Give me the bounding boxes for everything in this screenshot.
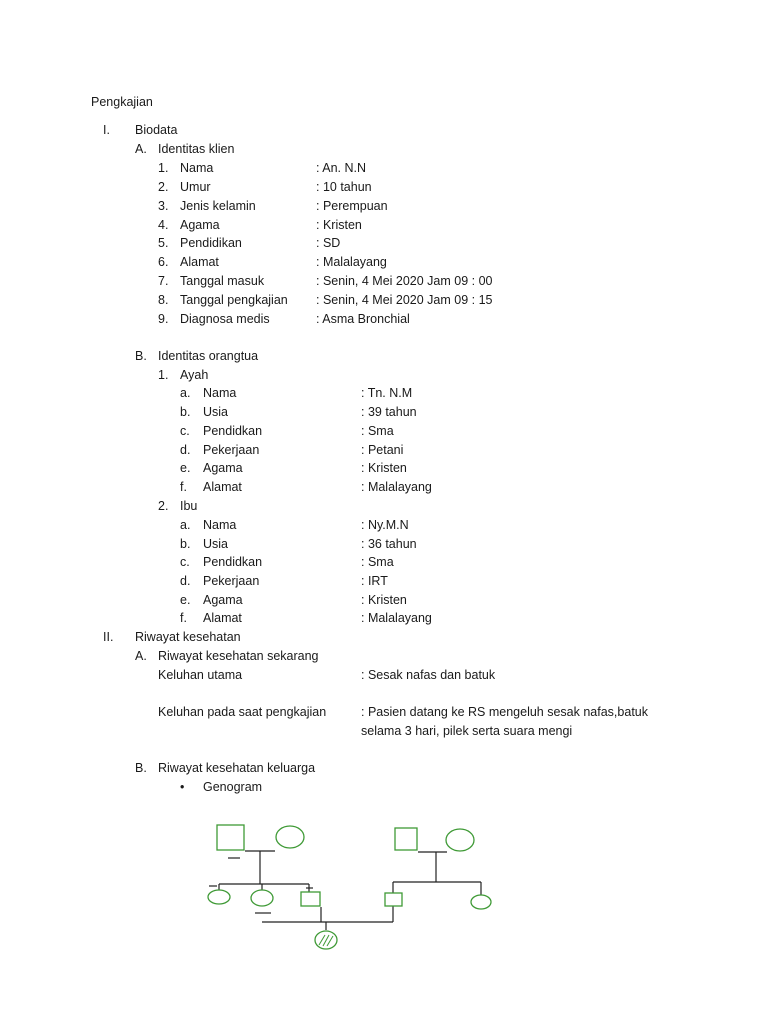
- row-label: Pekerjaan: [203, 574, 260, 588]
- row-value: : Sma: [361, 555, 394, 569]
- row-value: : IRT: [361, 574, 388, 588]
- genogram-label: Genogram: [203, 780, 263, 794]
- maternal-aunt-symbol: [471, 895, 491, 909]
- row-letter: f.: [180, 480, 187, 494]
- row-label: Pendidkan: [203, 424, 263, 438]
- maternal-grandmother-symbol: [446, 829, 474, 851]
- row-label: Agama: [203, 461, 243, 475]
- row-label: Pendidkan: [203, 555, 263, 569]
- row-label: Alamat: [203, 611, 242, 625]
- row-label: Agama: [180, 218, 220, 232]
- row-value: : Senin, 4 Mei 2020 Jam 09 : 00: [316, 274, 493, 288]
- keluhan-pengkajian-label: Keluhan pada saat pengkajian: [158, 705, 327, 719]
- row-label: Nama: [203, 518, 237, 532]
- row-letter: b.: [180, 537, 191, 551]
- row-value: : 36 tahun: [361, 537, 417, 551]
- ayah-number: 1.: [158, 368, 169, 382]
- row-label: Tanggal masuk: [180, 274, 265, 288]
- row-value: : An. N.N: [316, 161, 367, 175]
- keluhan-utama-label: Keluhan utama: [158, 668, 243, 682]
- row-number: 9.: [158, 312, 169, 326]
- row-letter: a.: [180, 386, 191, 400]
- ayah-heading: Ayah: [180, 368, 209, 382]
- row-letter: f.: [180, 611, 187, 625]
- section-1-number: I.: [103, 123, 110, 137]
- row-label: Pendidikan: [180, 236, 242, 250]
- row-label: Usia: [203, 537, 229, 551]
- row-label: Jenis kelamin: [180, 199, 256, 213]
- riwayat-keluarga-letter: B.: [135, 761, 147, 775]
- riwayat-keluarga-heading: Riwayat kesehatan keluarga: [158, 761, 316, 775]
- subsection-b-letter: B.: [135, 349, 147, 363]
- section-2-number: II.: [103, 630, 114, 644]
- row-number: 8.: [158, 293, 169, 307]
- riwayat-sekarang-heading: Riwayat kesehatan sekarang: [158, 649, 319, 663]
- row-label: Umur: [180, 180, 211, 194]
- row-value: : 10 tahun: [316, 180, 372, 194]
- section-1-heading: Biodata: [135, 123, 178, 137]
- row-label: Usia: [203, 405, 229, 419]
- ibu-heading: Ibu: [180, 499, 198, 513]
- row-value: : Kristen: [361, 593, 407, 607]
- row-value: : Malalayang: [361, 480, 432, 494]
- row-label: Alamat: [203, 480, 242, 494]
- section-2-heading: Riwayat kesehatan: [135, 630, 241, 644]
- father-symbol: [301, 892, 320, 906]
- row-number: 5.: [158, 236, 169, 250]
- row-letter: c.: [180, 424, 190, 438]
- ibu-number: 2.: [158, 499, 169, 513]
- paternal-grandmother-symbol: [276, 826, 304, 848]
- row-letter: e.: [180, 461, 191, 475]
- paternal-aunt-symbol: [208, 890, 230, 904]
- row-number: 1.: [158, 161, 169, 175]
- row-value: : Petani: [361, 443, 404, 457]
- row-label: Pekerjaan: [203, 443, 260, 457]
- row-value: : Malalayang: [316, 255, 387, 269]
- row-label: Agama: [203, 593, 243, 607]
- row-value: : Ny.M.N: [361, 518, 409, 532]
- row-number: 3.: [158, 199, 169, 213]
- subsection-b-heading: Identitas orangtua: [158, 349, 259, 363]
- row-number: 2.: [158, 180, 169, 194]
- keluhan-pengkajian-value-line1: : Pasien datang ke RS mengeluh sesak nafas,batuk: [361, 705, 648, 719]
- riwayat-sekarang-letter: A.: [135, 649, 147, 663]
- page-title: Pengkajian: [91, 95, 153, 109]
- row-label: Diagnosa medis: [180, 312, 270, 326]
- row-number: 6.: [158, 255, 169, 269]
- keluhan-pengkajian-value-line2: selama 3 hari, pilek serta suara mengi: [361, 724, 573, 738]
- row-label: Nama: [180, 161, 214, 175]
- row-label: Alamat: [180, 255, 219, 269]
- row-value: : Asma Bronchial: [316, 312, 410, 326]
- row-label: Nama: [203, 386, 237, 400]
- row-label: Tanggal pengkajian: [180, 293, 288, 307]
- keluhan-utama-value: : Sesak nafas dan batuk: [361, 668, 496, 682]
- row-value: : SD: [316, 236, 341, 250]
- subsection-a-heading: Identitas klien: [158, 142, 235, 156]
- row-letter: d.: [180, 443, 191, 457]
- maternal-grandfather-symbol: [395, 828, 417, 850]
- bullet-icon: •: [180, 780, 185, 794]
- row-value: : Kristen: [316, 218, 362, 232]
- row-value: : Sma: [361, 424, 394, 438]
- row-value: : 39 tahun: [361, 405, 417, 419]
- row-value: : Tn. N.M: [361, 386, 413, 400]
- row-value: : Perempuan: [316, 199, 388, 213]
- row-letter: c.: [180, 555, 190, 569]
- subsection-a-letter: A.: [135, 142, 147, 156]
- row-letter: d.: [180, 574, 191, 588]
- row-value: : Malalayang: [361, 611, 432, 625]
- paternal-aunt-2-symbol: [251, 890, 273, 906]
- row-letter: b.: [180, 405, 191, 419]
- row-letter: e.: [180, 593, 191, 607]
- row-number: 4.: [158, 218, 169, 232]
- paternal-grandfather-symbol: [217, 825, 244, 850]
- row-letter: a.: [180, 518, 191, 532]
- row-number: 7.: [158, 274, 169, 288]
- row-value: : Senin, 4 Mei 2020 Jam 09 : 15: [316, 293, 493, 307]
- mother-side-uncle-symbol: [385, 893, 402, 906]
- row-value: : Kristen: [361, 461, 407, 475]
